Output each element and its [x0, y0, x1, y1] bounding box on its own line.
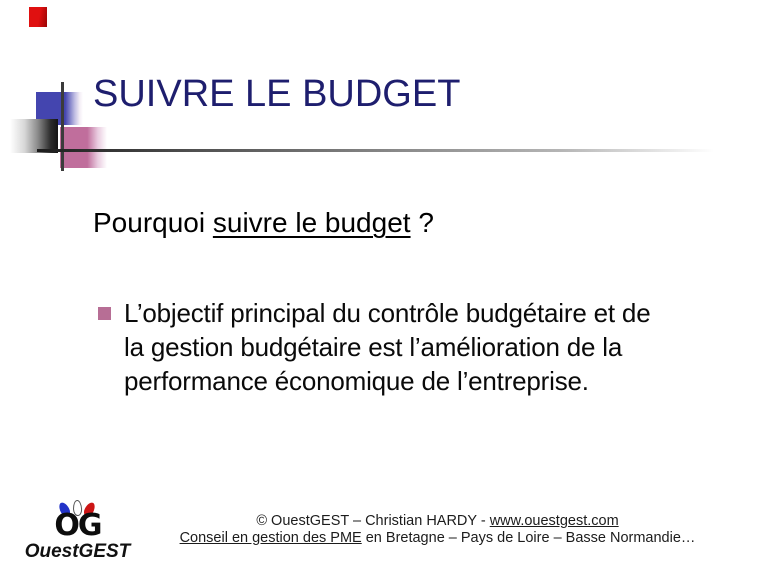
logo-monogram: OG — [54, 508, 101, 543]
footer-line-1 — [130, 513, 745, 530]
question-underlined-phrase: suivre le budget — [212, 207, 411, 238]
decoration-gray-gradient-square — [10, 119, 58, 153]
decoration-vertical-line — [61, 82, 64, 171]
footer-regions: en Bretagne – Pays de Loire – Basse Normandie… — [361, 530, 696, 546]
question-line — [93, 206, 434, 240]
bullet-line-2: la gestion budgétaire est l’amélioration de la — [124, 332, 623, 362]
bullet-square-marker — [98, 307, 111, 320]
slide-title: SUIVRE LE BUDGET — [93, 73, 461, 115]
bullet-paragraph — [124, 296, 650, 398]
title-rule-line — [37, 149, 735, 152]
decoration-pink-square — [60, 127, 107, 168]
logo-name: OuestGEST — [24, 541, 131, 562]
bullet-line-3: performance économique de l’entreprise. — [124, 366, 589, 396]
question-prefix: Pourquoi — [93, 207, 213, 238]
footer-copyright: © OuestGEST – Christian HARDY - — [256, 513, 490, 529]
footer-services-underlined: Conseil en gestion des PME — [179, 530, 362, 546]
footer-line-2 — [130, 530, 745, 547]
bullet-line-1: L’objectif principal du contrôle budgétaire et de — [124, 298, 651, 328]
ouestgest-logo — [15, 497, 140, 563]
question-suffix: ? — [410, 207, 434, 238]
footer-website-url: www.ouestgest.com — [489, 513, 619, 529]
corner-red-square — [29, 7, 47, 27]
footer-credits — [130, 513, 745, 547]
